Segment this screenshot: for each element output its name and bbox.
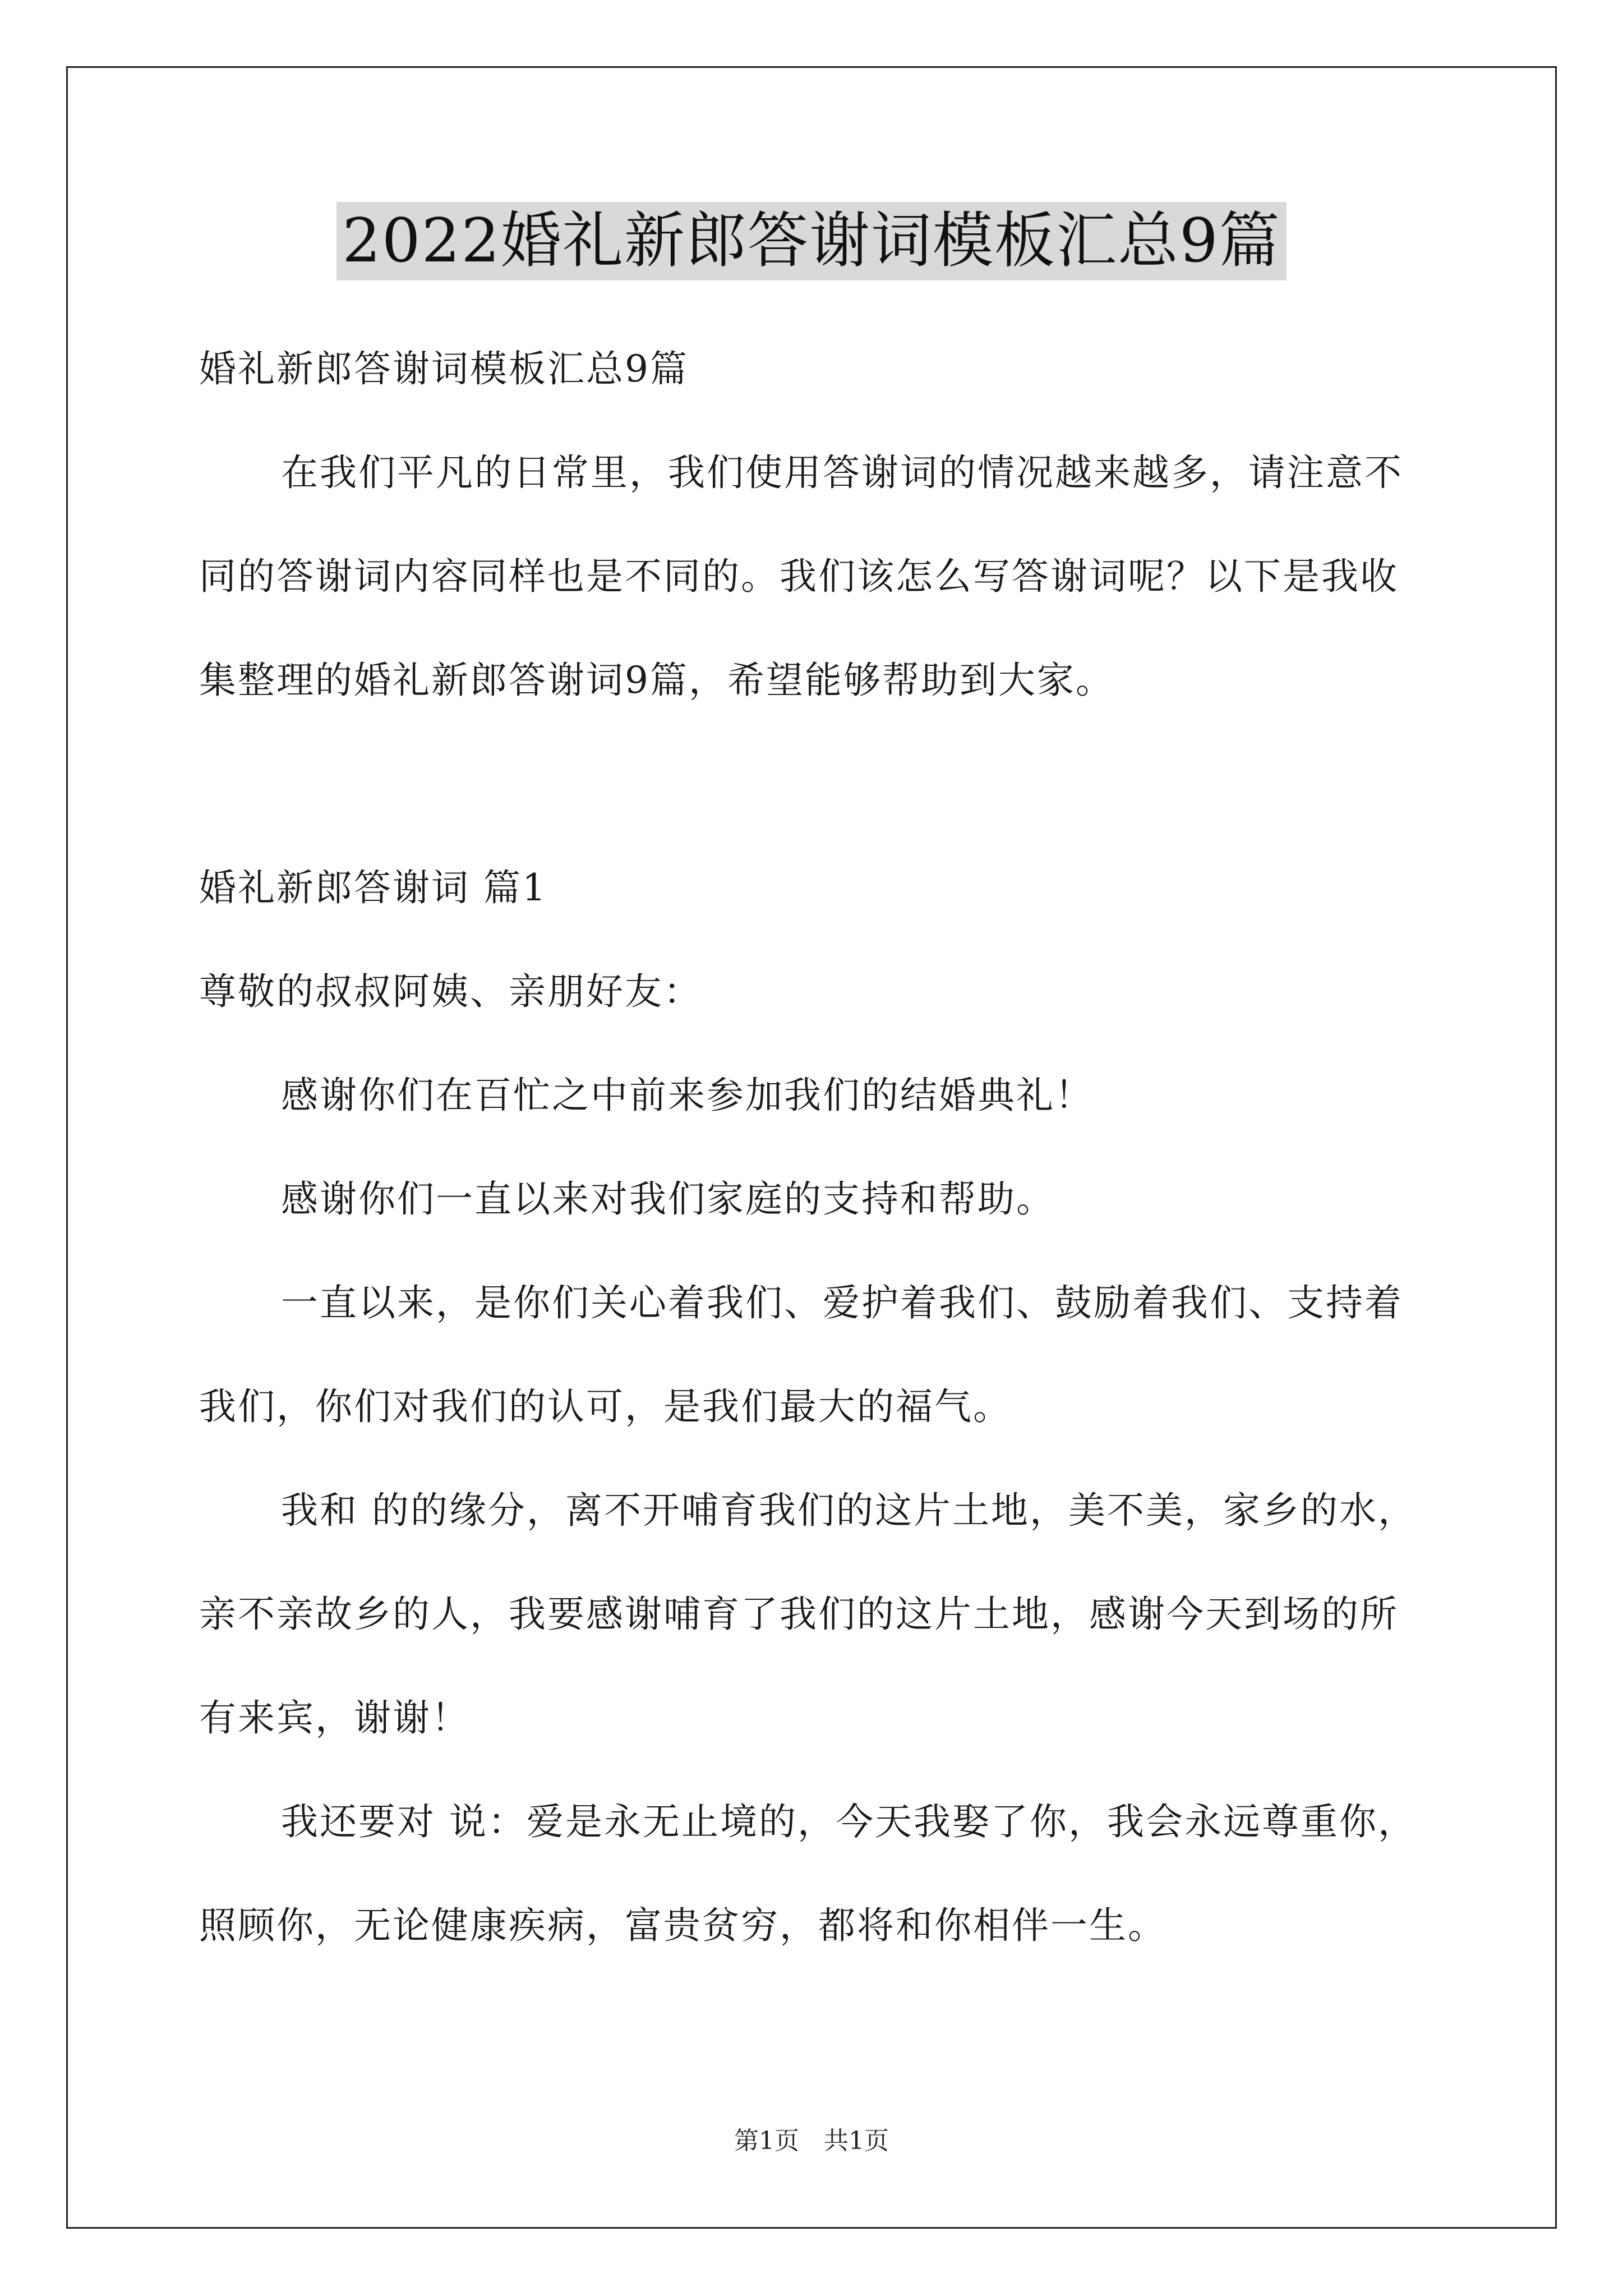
body-paragraph: 我还要对 说：爱是永无止境的，今天我娶了你，我会永远尊重你，照顾你，无论健康疾病，富贵贫穷，都将和你相伴一生。 (199, 1800, 1417, 1947)
body-paragraph: 感谢你们在百忙之中前来参加我们的结婚典礼！ (281, 1074, 1094, 1117)
intro-paragraph: 在我们平凡的日常里，我们使用答谢词的情况越来越多，请注意不同的答谢词内容同样也是不同的。我们该怎么写答谢词呢？以下是我收集整理的婚礼新郎答谢词9篇，希望能够帮助到大家。 (199, 451, 1403, 702)
salutation: 尊敬的叔叔阿姨、亲朋好友： (199, 970, 702, 1013)
section-heading: 婚礼新郎答谢词 篇1 (199, 866, 547, 909)
body-paragraph: 我和 的的缘分，离不开哺育我们的这片土地，美不美，家乡的水，亲不亲故乡的人，我要感谢哺育了我们的这片土地，感谢今天到场的所有来宾，谢谢！ (199, 1489, 1417, 1740)
document-title: 2022婚礼新郎答谢词模板汇总9篇 (336, 202, 1287, 280)
body-paragraph: 感谢你们一直以来对我们家庭的支持和帮助。 (281, 1177, 1055, 1221)
document-subtitle: 婚礼新郎答谢词模板汇总9篇 (199, 347, 689, 390)
section-spacer (199, 732, 1433, 836)
page-footer: 第1页 共1页 (734, 2127, 889, 2155)
body-paragraph: 一直以来，是你们关心着我们、爱护着我们、鼓励着我们、支持着我们，你们对我们的认可，是我们最大的福气。 (199, 1281, 1403, 1428)
title-container (0, 202, 1623, 280)
document-body (199, 317, 1433, 1977)
